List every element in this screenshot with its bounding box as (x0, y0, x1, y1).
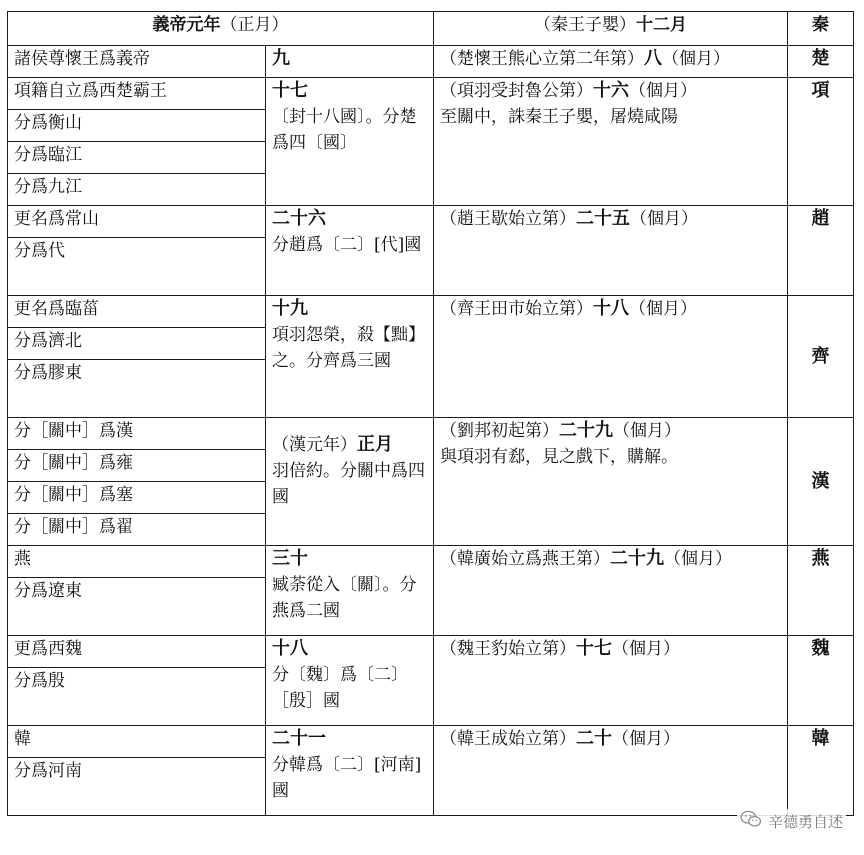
event-cell: 韓 (8, 726, 266, 758)
year-cell: 三十 臧荼從入〔關〕。分燕爲二國 (266, 546, 434, 636)
state-cell: 齊 (788, 296, 854, 418)
qin-cell: （楚懷王熊心立第二年第）八（個月） (434, 46, 788, 78)
event-cell: 分［關中］爲漢 (8, 418, 266, 450)
event-cell: 分爲遼東 (8, 578, 266, 636)
event-cell: 項籍自立爲西楚霸王 (8, 78, 266, 110)
header-yidi-year: 義帝元年（正月） (8, 12, 434, 46)
qin-cell: （齊王田市始立第）十八（個月） (434, 296, 788, 418)
table-row (8, 46, 854, 78)
table-row (8, 418, 854, 450)
state-cell: 魏 (788, 636, 854, 726)
event-cell: 分爲殷 (8, 668, 266, 726)
event-cell: 分爲河南 (8, 758, 266, 816)
event-cell: 分［關中］爲雍 (8, 450, 266, 482)
qin-cell: （項羽受封魯公第）十六（個月） 至關中，誅秦王子嬰，屠燒咸陽 (434, 78, 788, 206)
event-cell: 分爲衡山 (8, 110, 266, 142)
state-cell: 趙 (788, 206, 854, 296)
event-cell: 分爲九江 (8, 174, 266, 206)
year-cell: 十八 分〔魏〕爲〔二〕［殷］國 (266, 636, 434, 726)
event-cell: 分［關中］爲塞 (8, 482, 266, 514)
event-cell: 更名爲常山 (8, 206, 266, 238)
state-cell: 楚 (788, 46, 854, 78)
state-cell: 項 (788, 78, 854, 206)
qin-cell: （韓王成始立第）二十（個月） (434, 726, 788, 816)
year-cell: 十九 項羽怨榮，殺【黜】之。分齊爲三國 (266, 296, 434, 418)
state-cell: 韓 (788, 726, 854, 816)
event-cell: 燕 (8, 546, 266, 578)
state-cell: 燕 (788, 546, 854, 636)
event-cell: 分爲膠東 (8, 360, 266, 418)
qin-cell: （韓廣始立爲燕王第）二十九（個月） (434, 546, 788, 636)
event-cell: 更名爲臨菑 (8, 296, 266, 328)
event-cell: 分爲濟北 (8, 328, 266, 360)
table-row (8, 726, 854, 758)
event-cell: 諸侯尊懷王爲義帝 (8, 46, 266, 78)
header-row (8, 12, 854, 46)
watermark (737, 809, 846, 833)
table-row (8, 206, 854, 238)
watermark-text: 辛德勇自述 (767, 812, 843, 831)
year-cell: 十七 〔封十八國〕。分楚爲四〔國〕 (266, 78, 434, 206)
table-row (8, 78, 854, 110)
qin-cell: （魏王豹始立第）十七（個月） (434, 636, 788, 726)
table-row (8, 636, 854, 668)
wechat-icon (740, 810, 762, 832)
event-cell: 更爲西魏 (8, 636, 266, 668)
table-row (8, 296, 854, 328)
qin-cell: （劉邦初起第）二十九（個月） 與項羽有郄，見之戲下，購解。 (434, 418, 788, 546)
qin-cell: （趙王歇始立第）二十五（個月） (434, 206, 788, 296)
year-cell: 九 (266, 46, 434, 78)
state-cell: 漢 (788, 418, 854, 546)
chronicle-table (7, 11, 854, 816)
year-cell: 二十一 分韓爲〔二〕[河南]國 (266, 726, 434, 816)
event-cell: 分爲臨江 (8, 142, 266, 174)
year-cell: 二十六 分趙爲〔二〕[代]國 (266, 206, 434, 296)
table-row (8, 546, 854, 578)
header-qin-month: （秦王子嬰）十二月 (434, 12, 788, 46)
header-qin-state: 秦 (788, 12, 854, 46)
year-cell: （漢元年）正月 羽倍約。分關中爲四國 (266, 418, 434, 546)
event-cell: 分［關中］爲翟 (8, 514, 266, 546)
event-cell: 分爲代 (8, 238, 266, 296)
